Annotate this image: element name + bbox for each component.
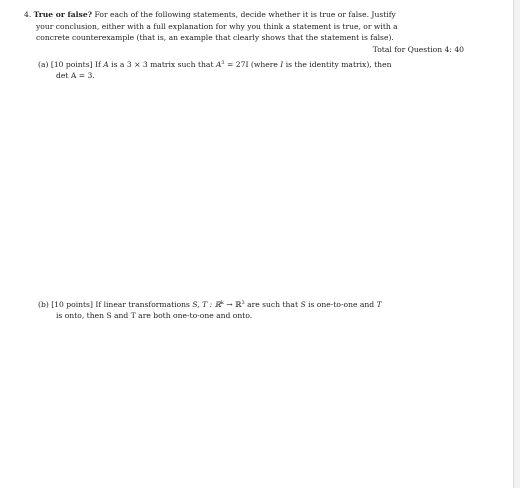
part-a-text1: If [95,60,101,69]
question-intro-line2: your conclusion, either with a full explanation for why you think a statement is true, or with a [36,21,398,31]
part-b-points: [10 points] [51,300,93,309]
part-b [38,299,458,321]
part-a-text3: (where [250,60,278,69]
question-number: 4. [24,10,32,19]
part-b-text1: If linear transformations [95,300,190,309]
part-a-label: (a) [38,60,49,69]
part-a-text4: is the identity matrix), then [285,60,392,69]
question-header [24,9,464,44]
question-intro-line3: concrete counterexample (that is, an example that clearly shows that the statement is false). [36,33,394,42]
part-a-line2: det A = 3. [56,71,95,80]
page-edge [513,0,520,488]
part-b-var-s: S [300,300,306,309]
question-intro-line1 [24,9,464,21]
question-total: Total for Question 4: 40 [372,45,464,54]
part-a-expr-lhs: A [215,60,222,69]
part-b-var-t: T [376,300,382,309]
part-b-text2: are such that [247,300,299,309]
part-a-expr-rhs: = 27I [227,60,249,69]
part-b-vars: S, T : ℝ [192,300,221,309]
part-b-exponent-3: 3 [241,300,245,306]
part-a-points: [10 points] [50,60,93,69]
part-a-var-i: I [280,60,284,69]
part-b-exponent-k: k [220,300,224,306]
part-b-text3: is one-to-one and [308,300,375,309]
question-title: True or false? [33,10,93,19]
part-b-arrow: → ℝ [226,300,242,309]
question-intro-text1: For each of the following statements, decide whether it is true or false. Justify [94,10,396,19]
part-b-label: (b) [38,300,49,309]
part-a [38,59,458,81]
part-b-line2: is onto, then S and T are both one-to-one and onto. [56,311,253,320]
part-a-text2: is a 3 × 3 matrix such that [111,60,214,69]
part-a-var-a: A [103,60,109,69]
part-a-exponent: 3 [221,60,225,66]
